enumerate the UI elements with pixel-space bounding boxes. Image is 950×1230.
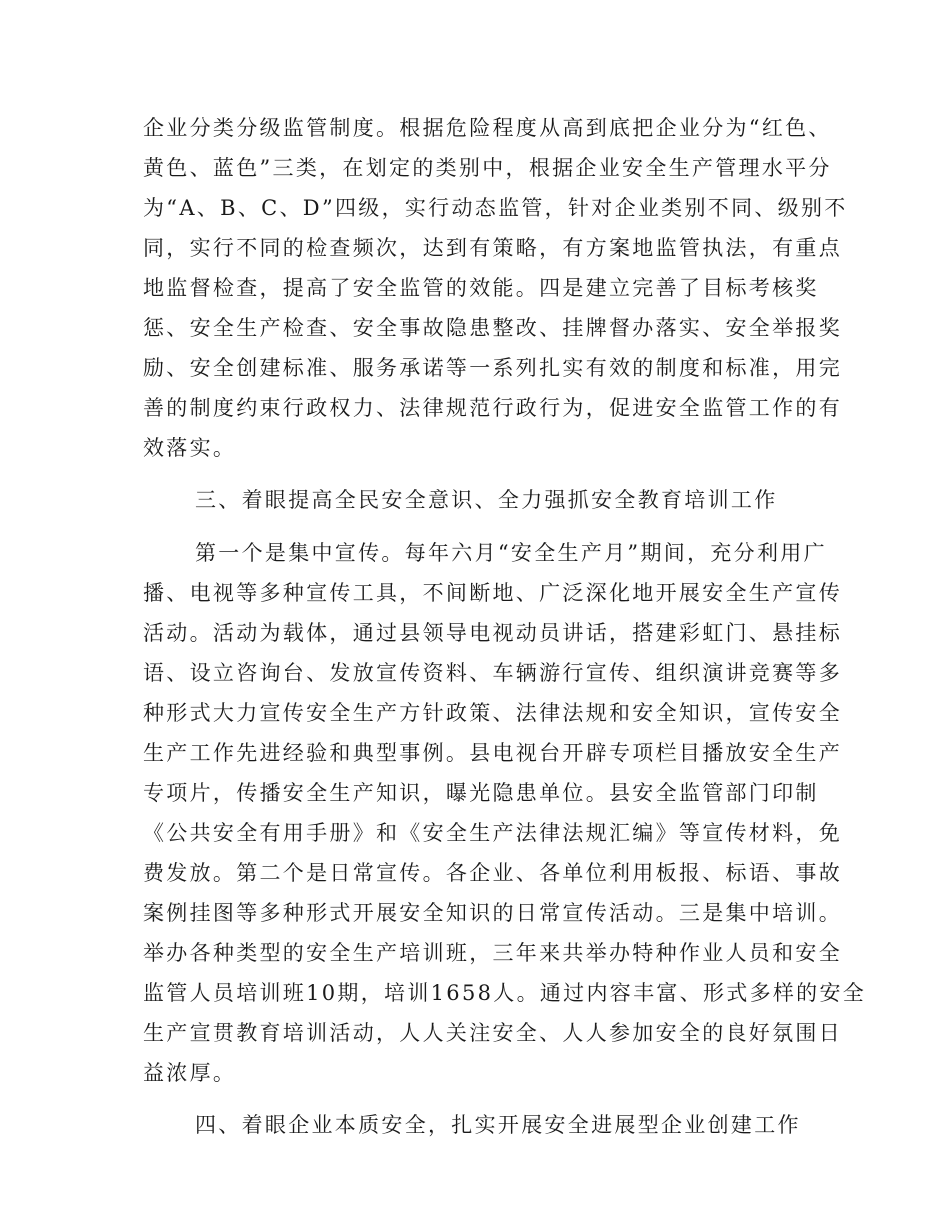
paragraph-line: 生产工作先进经验和典型事例。县电视台开辟专项栏目播放安全生产 [143, 741, 842, 765]
paragraph-line: 第一个是集中宣传。每年六月“安全生产月”期间，充分利用广 [195, 541, 827, 565]
paragraph-line: 企业分类分级监管制度。根据危险程度从高到底把企业分为“红色、 [143, 116, 832, 140]
paragraph-line: 为“A、B、C、D”四级，实行动态监管，针对企业类别不同、级别不 [143, 196, 848, 220]
paragraph-line: 播、电视等多种宣传工具，不间断地、广泛深化地开展安全生产宣传 [143, 581, 842, 605]
paragraph-line: 《公共安全有用手册》和《安全生产法律法规汇编》等宣传材料，免 [143, 821, 842, 845]
section-heading: 四、着眼企业本质安全，扎实开展安全进展型企业创建工作 [195, 1113, 801, 1137]
paragraph-line: 励、安全创建标准、服务承诺等一系列扎实有效的制度和标准，用完 [143, 356, 842, 380]
paragraph-line: 专项片，传播安全生产知识，曝光隐患单位。县安全监管部门印制 [143, 781, 819, 805]
paragraph-line: 黄色、蓝色”三类，在划定的类别中，根据企业安全生产管理水平分 [143, 156, 832, 180]
paragraph-line: 监管人员培训班10期，培训1658人。通过内容丰富、形式多样的安全 [143, 981, 867, 1005]
paragraph-line: 语、设立咨询台、发放宣传资料、车辆游行宣传、组织演讲竞赛等多 [143, 661, 842, 685]
paragraph-line: 活动。活动为载体，通过县领导电视动员讲话，搭建彩虹门、悬挂标 [143, 621, 842, 645]
paragraph-line: 善的制度约束行政权力、法律规范行政行为，促进安全监管工作的有 [143, 396, 842, 420]
paragraph-line: 惩、安全生产检查、安全事故隐患整改、挂牌督办落实、安全举报奖 [143, 316, 842, 340]
paragraph-line: 效落实。 [143, 436, 237, 460]
paragraph-line: 案例挂图等多种形式开展安全知识的日常宣传活动。三是集中培训。 [143, 901, 842, 925]
paragraph-line: 举办各种类型的安全生产培训班，三年来共举办特种作业人员和安全 [143, 941, 842, 965]
paragraph-line: 益浓厚。 [143, 1061, 237, 1085]
paragraph-line: 生产宣贯教育培训活动，人人关注安全、人人参加安全的良好氛围日 [143, 1021, 842, 1045]
section-heading: 三、着眼提高全民安全意识、全力强抓安全教育培训工作 [195, 488, 778, 512]
paragraph-line: 地监督检查，提高了安全监管的效能。四是建立完善了目标考核奖 [143, 276, 819, 300]
paragraph-line: 种形式大力宣传安全生产方针政策、法律法规和安全知识，宣传安全 [143, 701, 842, 725]
paragraph-line: 同，实行不同的检查频次，达到有策略，有方案地监管执法，有重点 [143, 236, 842, 260]
paragraph-line: 费发放。第二个是日常宣传。各企业、各单位利用板报、标语、事故 [143, 861, 842, 885]
